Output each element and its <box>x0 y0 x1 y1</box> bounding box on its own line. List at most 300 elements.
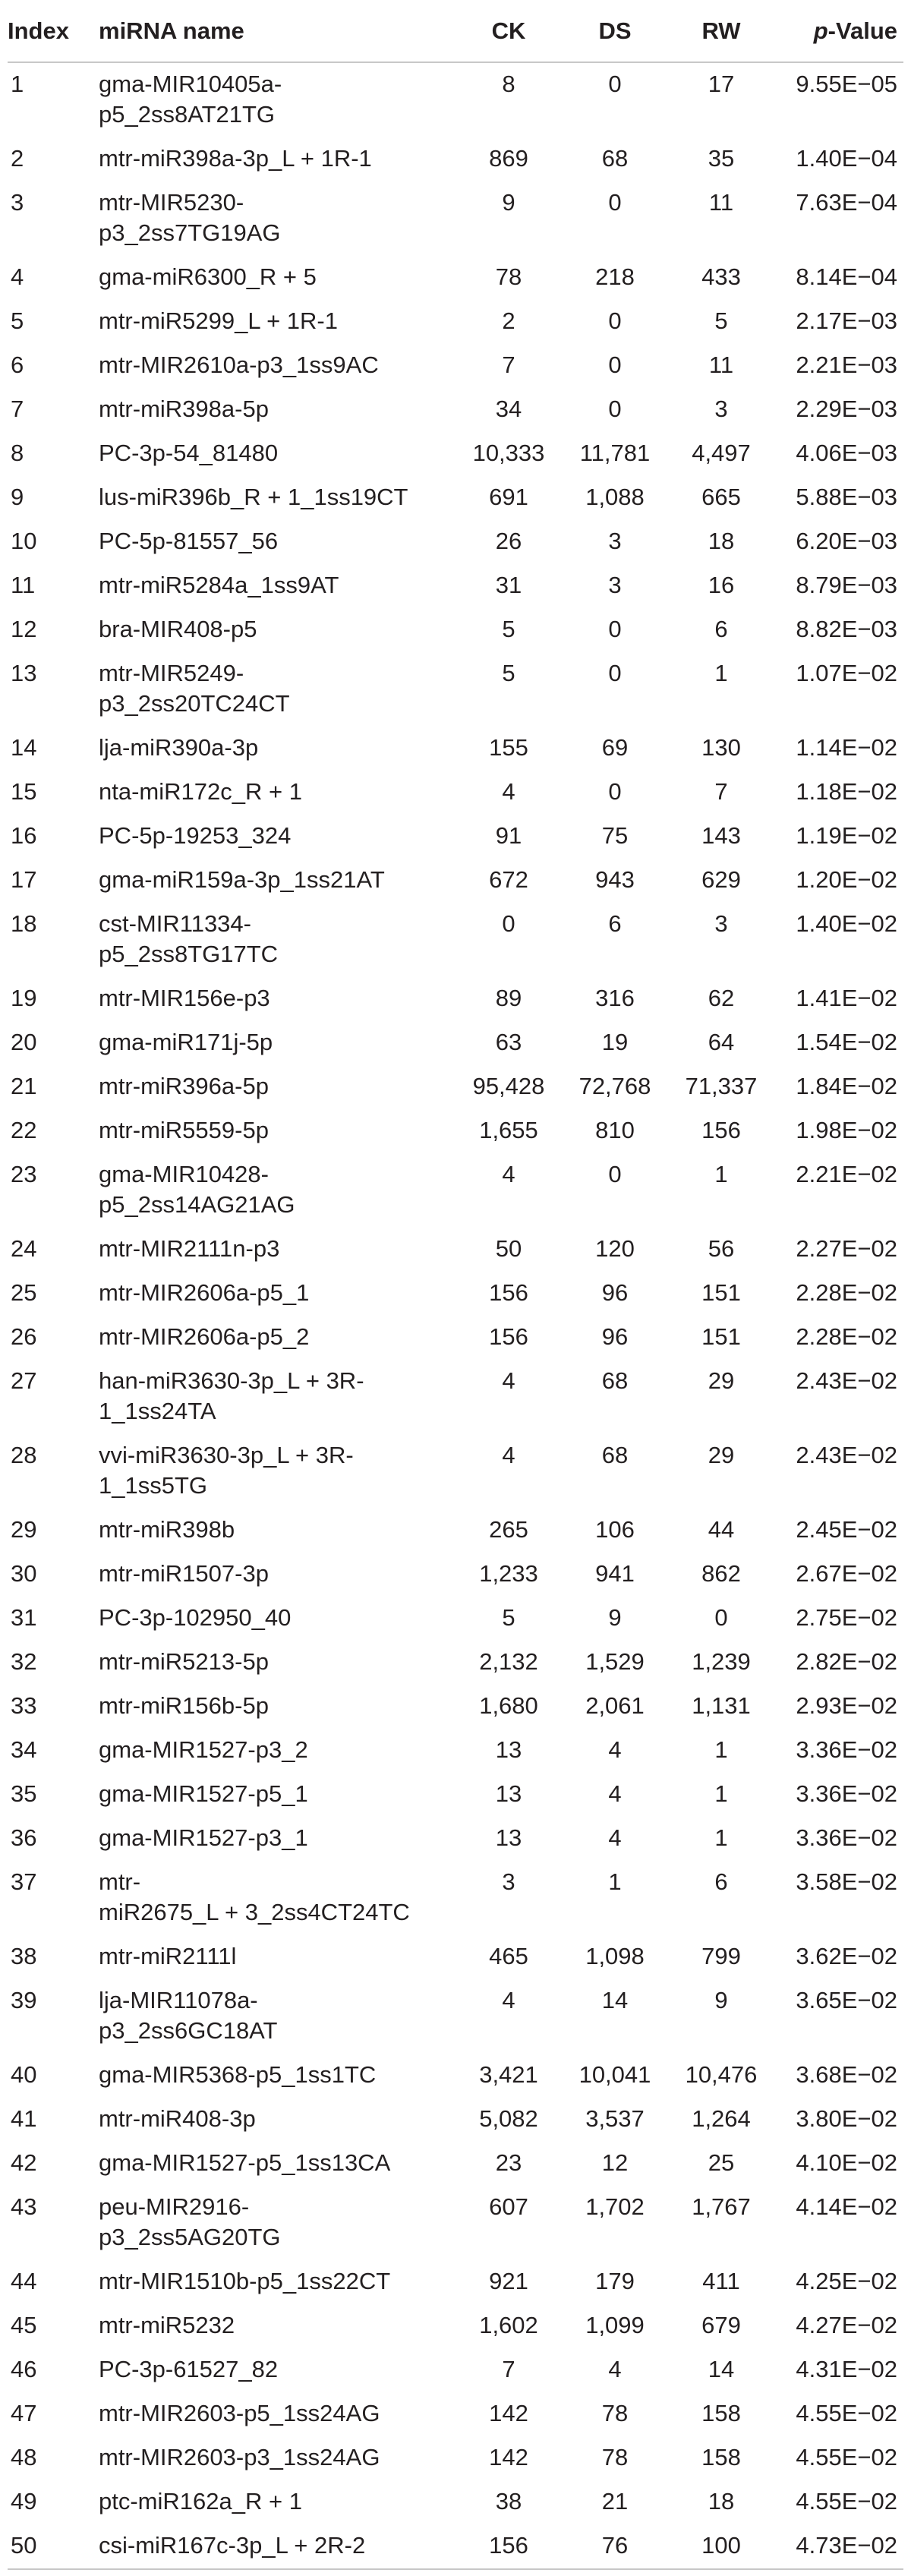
cell-mirna-name <box>99 1228 456 1272</box>
cell-ck: 155 <box>489 734 528 761</box>
cell-mirna-name <box>99 815 456 859</box>
cell-ds: 316 <box>595 985 635 1011</box>
table-row <box>8 520 903 564</box>
cell-index: 21 <box>11 1073 37 1099</box>
mirna-name-line: mtr-miR1507-3p <box>99 1560 269 1587</box>
cell-rw: 16 <box>708 572 735 598</box>
cell-ck: 142 <box>489 2400 528 2426</box>
cell-ck: 95,428 <box>472 1073 545 1099</box>
cell-p-value: 3.65E−02 <box>796 1987 897 2013</box>
cell-ds: 4 <box>608 2356 622 2382</box>
cell-rw: 411 <box>702 2268 740 2294</box>
cell-ck: 10,333 <box>472 440 545 466</box>
cell-mirna-name <box>99 181 456 256</box>
table-row <box>8 1109 903 1153</box>
cell-ds: 14 <box>601 1987 629 2013</box>
cell-ds: 810 <box>595 1117 635 1143</box>
cell-mirna-name <box>99 608 456 652</box>
cell-p-value: 3.62E−02 <box>796 1943 897 1969</box>
cell-rw: 158 <box>701 2400 741 2426</box>
cell-p-value: 4.73E−02 <box>796 2532 897 2559</box>
cell-index: 26 <box>11 1323 37 1350</box>
mirna-name-line: gma-miR6300_R + 5 <box>99 263 317 290</box>
table-row <box>8 388 903 432</box>
mirna-name-line: mtr-MIR156e-p3 <box>99 985 270 1011</box>
cell-ds: 72,768 <box>578 1073 651 1099</box>
cell-ck: 4 <box>502 1442 515 1468</box>
cell-index: 11 <box>11 572 36 598</box>
table-row <box>8 1553 903 1597</box>
cell-ck: 4 <box>502 1367 515 1394</box>
cell-index: 36 <box>11 1824 37 1851</box>
mirna-name-line: PC-3p-61527_82 <box>99 2356 279 2382</box>
table-row <box>8 2392 903 2436</box>
cell-p-value: 2.17E−03 <box>796 307 897 334</box>
cell-ck: 23 <box>495 2149 522 2176</box>
cell-ds: 75 <box>601 822 629 849</box>
cell-ck: 3,421 <box>479 2061 538 2088</box>
cell-index: 34 <box>11 1736 37 1763</box>
cell-rw: 11 <box>708 352 734 378</box>
cell-mirna-name <box>99 2348 456 2392</box>
cell-ds: 1 <box>608 1868 622 1895</box>
cell-ds: 96 <box>601 1323 629 1350</box>
mirna-name-line: bra-MIR408-p5 <box>99 616 257 642</box>
mirna-name-line: p5_2ss8TG17TC <box>99 941 279 967</box>
table-row <box>8 2348 903 2392</box>
cell-index: 10 <box>11 528 37 554</box>
cell-rw: 151 <box>701 1279 741 1306</box>
cell-ck: 156 <box>489 1279 528 1306</box>
cell-ck: 5,082 <box>479 2105 538 2132</box>
cell-ck: 63 <box>495 1029 522 1055</box>
cell-ck: 13 <box>495 1780 522 1807</box>
cell-p-value: 2.21E−02 <box>796 1161 897 1187</box>
cell-rw: 5 <box>714 307 728 334</box>
cell-ds: 76 <box>601 2532 629 2559</box>
header-row <box>8 0 903 62</box>
table-row <box>8 1773 903 1817</box>
mirna-name-line: p5_2ss8AT21TG <box>99 101 276 128</box>
cell-rw: 862 <box>701 1560 741 1587</box>
cell-index: 32 <box>11 1648 37 1675</box>
cell-rw: 18 <box>708 528 735 554</box>
cell-ds: 3 <box>608 572 622 598</box>
cell-p-value: 4.55E−02 <box>796 2488 897 2515</box>
cell-mirna-name <box>99 1979 456 2054</box>
mirna-name-line: gma-MIR10428- <box>99 1161 269 1187</box>
table-row <box>8 1065 903 1109</box>
cell-mirna-name <box>99 2480 456 2524</box>
cell-mirna-name <box>99 1641 456 1685</box>
table-row <box>8 300 903 344</box>
cell-mirna-name <box>99 2186 456 2260</box>
cell-mirna-name <box>99 977 456 1021</box>
cell-index: 20 <box>11 1029 37 1055</box>
cell-mirna-name <box>99 1685 456 1729</box>
cell-ds: 943 <box>595 866 635 893</box>
cell-mirna-name <box>99 652 456 727</box>
cell-ds: 4 <box>608 1736 622 1763</box>
mirna-name-line: p5_2ss14AG21AG <box>99 1191 295 1218</box>
table-row <box>8 1360 903 1434</box>
cell-index: 27 <box>11 1367 37 1394</box>
cell-mirna-name <box>99 2054 456 2098</box>
table-row <box>8 1272 903 1316</box>
cell-rw: 156 <box>701 1117 741 1143</box>
mirna-name-line: ptc-miR162a_R + 1 <box>99 2488 302 2515</box>
cell-ck: 1,602 <box>479 2312 538 2338</box>
cell-ds: 1,088 <box>585 484 645 510</box>
table-row <box>8 1153 903 1228</box>
cell-ck: 4 <box>502 1987 515 2013</box>
cell-mirna-name <box>99 1109 456 1153</box>
cell-rw: 4,497 <box>692 440 751 466</box>
cell-rw: 64 <box>708 1029 735 1055</box>
cell-ck: 91 <box>495 822 522 849</box>
cell-mirna-name <box>99 1065 456 1109</box>
cell-rw: 1 <box>714 1824 728 1851</box>
mirna-name-line: mtr-MIR2603-p5_1ss24AG <box>99 2400 380 2426</box>
table-row <box>8 256 903 300</box>
cell-p-value: 2.93E−02 <box>796 1692 897 1719</box>
mirna-name-line: han-miR3630-3p_L + 3R- <box>99 1367 364 1394</box>
cell-p-value: 8.79E−03 <box>796 572 897 598</box>
cell-rw: 29 <box>708 1442 735 1468</box>
header-ds: DS <box>562 0 668 62</box>
cell-index: 38 <box>11 1943 37 1969</box>
cell-rw: 29 <box>708 1367 735 1394</box>
cell-p-value: 2.21E−03 <box>796 352 897 378</box>
cell-p-value: 9.55E−05 <box>796 71 897 97</box>
cell-rw: 18 <box>708 2488 735 2515</box>
cell-ck: 7 <box>502 352 515 378</box>
cell-rw: 35 <box>708 145 735 172</box>
cell-mirna-name <box>99 1861 456 1935</box>
cell-p-value: 1.41E−02 <box>796 985 897 1011</box>
cell-mirna-name <box>99 2304 456 2348</box>
cell-mirna-name <box>99 300 456 344</box>
cell-index: 8 <box>11 440 24 466</box>
cell-p-value: 4.10E−02 <box>796 2149 897 2176</box>
table-row <box>8 564 903 608</box>
cell-mirna-name <box>99 256 456 300</box>
cell-p-value: 1.14E−02 <box>796 734 897 761</box>
cell-ck: 4 <box>502 1161 515 1187</box>
cell-index: 25 <box>11 1279 37 1306</box>
cell-rw: 158 <box>701 2444 741 2470</box>
header-mirna-name: miRNA name <box>99 0 456 62</box>
table-row <box>8 1434 903 1509</box>
cell-ck: 1,655 <box>479 1117 538 1143</box>
cell-index: 18 <box>11 910 37 937</box>
cell-ds: 4 <box>608 1824 622 1851</box>
cell-ck: 0 <box>502 910 515 937</box>
cell-index: 37 <box>11 1868 37 1895</box>
cell-mirna-name <box>99 1597 456 1641</box>
cell-mirna-name <box>99 1434 456 1509</box>
cell-ds: 179 <box>595 2268 635 2294</box>
mirna-name-line: lus-miR396b_R + 1_1ss19CT <box>99 484 408 510</box>
mirna-name-line: PC-5p-81557_56 <box>99 528 279 554</box>
cell-mirna-name <box>99 388 456 432</box>
cell-ck: 921 <box>489 2268 528 2294</box>
cell-rw: 1 <box>714 1780 728 1807</box>
table-row <box>8 1817 903 1861</box>
cell-ck: 89 <box>495 985 522 1011</box>
mirna-name-line: gma-MIR1527-p5_1 <box>99 1780 308 1807</box>
cell-ck: 691 <box>489 484 528 510</box>
cell-ck: 3 <box>502 1868 515 1895</box>
cell-p-value: 4.55E−02 <box>796 2444 897 2470</box>
table-row <box>8 344 903 388</box>
cell-index: 14 <box>11 734 37 761</box>
cell-ds: 0 <box>608 396 622 422</box>
cell-ds: 106 <box>595 1516 635 1543</box>
mirna-name-line: mtr-miR408-3p <box>99 2105 256 2132</box>
mirna-table <box>8 0 903 2576</box>
cell-p-value: 2.29E−03 <box>796 396 897 422</box>
table-row <box>8 652 903 727</box>
mirna-name-line: 1_1ss5TG <box>99 1472 208 1499</box>
cell-index: 22 <box>11 1117 37 1143</box>
table-row <box>8 2186 903 2260</box>
cell-p-value: 8.14E−04 <box>796 263 897 290</box>
cell-ck: 78 <box>495 263 522 290</box>
cell-p-value: 2.75E−02 <box>796 1604 897 1631</box>
cell-p-value: 2.43E−02 <box>796 1367 897 1394</box>
mirna-name-line: mtr-miR398a-3p_L + 1R-1 <box>99 145 372 172</box>
mirna-name-line: mtr-miR398b <box>99 1516 235 1543</box>
mirna-name-line: mtr-MIR2111n-p3 <box>99 1235 280 1262</box>
table-row <box>8 1228 903 1272</box>
cell-p-value: 6.20E−03 <box>796 528 897 554</box>
cell-index: 49 <box>11 2488 37 2515</box>
table-header <box>8 0 903 62</box>
cell-mirna-name <box>99 1021 456 1065</box>
cell-rw: 1,131 <box>692 1692 751 1719</box>
cell-ds: 0 <box>608 71 622 97</box>
cell-p-value: 3.58E−02 <box>796 1868 897 1895</box>
cell-index: 48 <box>11 2444 37 2470</box>
cell-index: 39 <box>11 1987 37 2013</box>
cell-ds: 4 <box>608 1780 622 1807</box>
cell-ds: 96 <box>601 1279 629 1306</box>
mirna-name-line: nta-miR172c_R + 1 <box>99 778 302 805</box>
cell-rw: 1,767 <box>692 2193 751 2220</box>
table-row <box>8 903 903 977</box>
cell-p-value: 5.88E−03 <box>796 484 897 510</box>
cell-index: 16 <box>11 822 37 849</box>
cell-index: 42 <box>11 2149 37 2176</box>
cell-index: 17 <box>11 866 37 893</box>
cell-p-value: 3.36E−02 <box>796 1780 897 1807</box>
mirna-name-line: mtr-MIR2603-p3_1ss24AG <box>99 2444 380 2470</box>
cell-mirna-name <box>99 1553 456 1597</box>
mirna-name-line: mtr-miR156b-5p <box>99 1692 269 1719</box>
cell-ds: 3,537 <box>585 2105 645 2132</box>
cell-mirna-name <box>99 1360 456 1434</box>
cell-rw: 679 <box>701 2312 741 2338</box>
mirna-name-line: mtr-miR2111l <box>99 1943 237 1969</box>
cell-ds: 941 <box>595 1560 635 1587</box>
cell-rw: 799 <box>701 1943 741 1969</box>
cell-ds: 0 <box>608 307 622 334</box>
cell-index: 6 <box>11 352 24 378</box>
cell-p-value: 4.14E−02 <box>796 2193 897 2220</box>
cell-ck: 4 <box>502 778 515 805</box>
cell-ds: 0 <box>608 1161 622 1187</box>
cell-rw: 433 <box>701 263 741 290</box>
table-row <box>8 181 903 256</box>
cell-rw: 14 <box>708 2356 735 2382</box>
cell-ds: 0 <box>608 778 622 805</box>
cell-index: 1 <box>11 71 24 97</box>
cell-p-value: 1.19E−02 <box>796 822 897 849</box>
cell-index: 47 <box>11 2400 37 2426</box>
cell-rw: 151 <box>701 1323 741 1350</box>
cell-ds: 1,529 <box>585 1648 645 1675</box>
cell-rw: 44 <box>708 1516 735 1543</box>
cell-ck: 5 <box>502 1604 515 1631</box>
cell-mirna-name <box>99 771 456 815</box>
cell-ds: 9 <box>608 1604 622 1631</box>
cell-mirna-name <box>99 476 456 520</box>
header-index: Index <box>8 0 99 62</box>
cell-mirna-name <box>99 344 456 388</box>
cell-ck: 1,233 <box>479 1560 538 1587</box>
cell-ds: 69 <box>601 734 629 761</box>
table-row <box>8 2436 903 2480</box>
table-row <box>8 977 903 1021</box>
cell-index: 33 <box>11 1692 37 1719</box>
table-row <box>8 771 903 815</box>
mirna-name-line: mtr-miR5559-5p <box>99 1117 269 1143</box>
cell-ds: 19 <box>601 1029 629 1055</box>
cell-mirna-name <box>99 1316 456 1360</box>
cell-p-value: 1.40E−02 <box>796 910 897 937</box>
cell-ck: 13 <box>495 1736 522 1763</box>
cell-ds: 2,061 <box>585 1692 645 1719</box>
mirna-name-line: mtr-miR5284a_1ss9AT <box>99 572 339 598</box>
cell-mirna-name <box>99 62 456 137</box>
cell-ds: 68 <box>601 1442 629 1468</box>
cell-p-value: 2.67E−02 <box>796 1560 897 1587</box>
cell-ck: 50 <box>495 1235 522 1262</box>
mirna-name-line: gma-MIR5368-p5_1ss1TC <box>99 2061 377 2088</box>
mirna-name-line: mtr-MIR5249- <box>99 660 244 686</box>
cell-ds: 12 <box>601 2149 629 2176</box>
mirna-name-line: mtr-miR396a-5p <box>99 1073 269 1099</box>
mirna-name-line: lja-MIR11078a- <box>99 1987 258 2013</box>
cell-ck: 672 <box>489 866 528 893</box>
cell-rw: 9 <box>714 1987 728 2013</box>
table-row <box>8 1509 903 1553</box>
cell-p-value: 7.63E−04 <box>796 189 897 216</box>
table-row <box>8 815 903 859</box>
cell-mirna-name <box>99 1729 456 1773</box>
cell-index: 31 <box>11 1604 37 1631</box>
cell-ck: 8 <box>502 71 515 97</box>
cell-mirna-name <box>99 1153 456 1228</box>
mirna-name-line: gma-miR159a-3p_1ss21AT <box>99 866 385 893</box>
cell-ck: 5 <box>502 616 515 642</box>
table-row <box>8 859 903 903</box>
table-row <box>8 137 903 181</box>
cell-ds: 1,702 <box>585 2193 645 2220</box>
cell-index: 23 <box>11 1161 37 1187</box>
cell-p-value: 3.36E−02 <box>796 1824 897 1851</box>
cell-index: 46 <box>11 2356 37 2382</box>
table-row <box>8 476 903 520</box>
mirna-name-line: miR2675_L + 3_2ss4CT24TC <box>99 1899 410 1925</box>
cell-index: 12 <box>11 616 37 642</box>
table-footer <box>8 2569 903 2576</box>
cell-ck: 2,132 <box>479 1648 538 1675</box>
cell-mirna-name <box>99 2260 456 2304</box>
cell-mirna-name <box>99 2392 456 2436</box>
table-row <box>8 1979 903 2054</box>
cell-mirna-name <box>99 137 456 181</box>
cell-p-value: 2.82E−02 <box>796 1648 897 1675</box>
table-row <box>8 1316 903 1360</box>
cell-mirna-name <box>99 859 456 903</box>
mirna-name-line: mtr-MIR2610a-p3_1ss9AC <box>99 352 379 378</box>
cell-rw: 6 <box>714 1868 728 1895</box>
cell-ds: 21 <box>601 2488 629 2515</box>
mirna-name-line: lja-miR390a-3p <box>99 734 259 761</box>
cell-ds: 0 <box>608 616 622 642</box>
mirna-name-line: gma-MIR1527-p3_1 <box>99 1824 308 1851</box>
cell-rw: 56 <box>708 1235 735 1262</box>
mirna-name-line: PC-3p-102950_40 <box>99 1604 292 1631</box>
mirna-name-line: mtr-MIR2606a-p5_2 <box>99 1323 310 1350</box>
cell-index: 13 <box>11 660 37 686</box>
mirna-name-line: peu-MIR2916- <box>99 2193 250 2220</box>
cell-mirna-name <box>99 1817 456 1861</box>
cell-ds: 78 <box>601 2400 629 2426</box>
cell-ds: 10,041 <box>578 2061 651 2088</box>
header-rw: RW <box>668 0 774 62</box>
cell-index: 45 <box>11 2312 37 2338</box>
mirna-name-line: mtr-miR5299_L + 1R-1 <box>99 307 338 334</box>
mirna-name-line: cst-MIR11334- <box>99 910 251 937</box>
cell-ck: 26 <box>495 528 522 554</box>
mirna-name-line: mtr-miR398a-5p <box>99 396 269 422</box>
cell-ck: 156 <box>489 1323 528 1350</box>
cell-rw: 17 <box>708 71 735 97</box>
mirna-name-line: vvi-miR3630-3p_L + 3R- <box>99 1442 354 1468</box>
table-row <box>8 2142 903 2186</box>
cell-p-value: 3.68E−02 <box>796 2061 897 2088</box>
cell-ds: 0 <box>608 189 622 216</box>
cell-p-value: 2.28E−02 <box>796 1279 897 1306</box>
cell-rw: 3 <box>714 396 728 422</box>
cell-index: 35 <box>11 1780 37 1807</box>
cell-rw: 1,239 <box>692 1648 751 1675</box>
cell-index: 2 <box>11 145 24 172</box>
cell-mirna-name <box>99 727 456 771</box>
mirna-name-line: PC-3p-54_81480 <box>99 440 279 466</box>
cell-mirna-name <box>99 2098 456 2142</box>
cell-ck: 7 <box>502 2356 515 2382</box>
table-row <box>8 1021 903 1065</box>
cell-ck: 142 <box>489 2444 528 2470</box>
mirna-name-line: gma-MIR1527-p5_1ss13CA <box>99 2149 391 2176</box>
cell-p-value: 4.55E−02 <box>796 2400 897 2426</box>
cell-ds: 6 <box>608 910 622 937</box>
table-row <box>8 2480 903 2524</box>
